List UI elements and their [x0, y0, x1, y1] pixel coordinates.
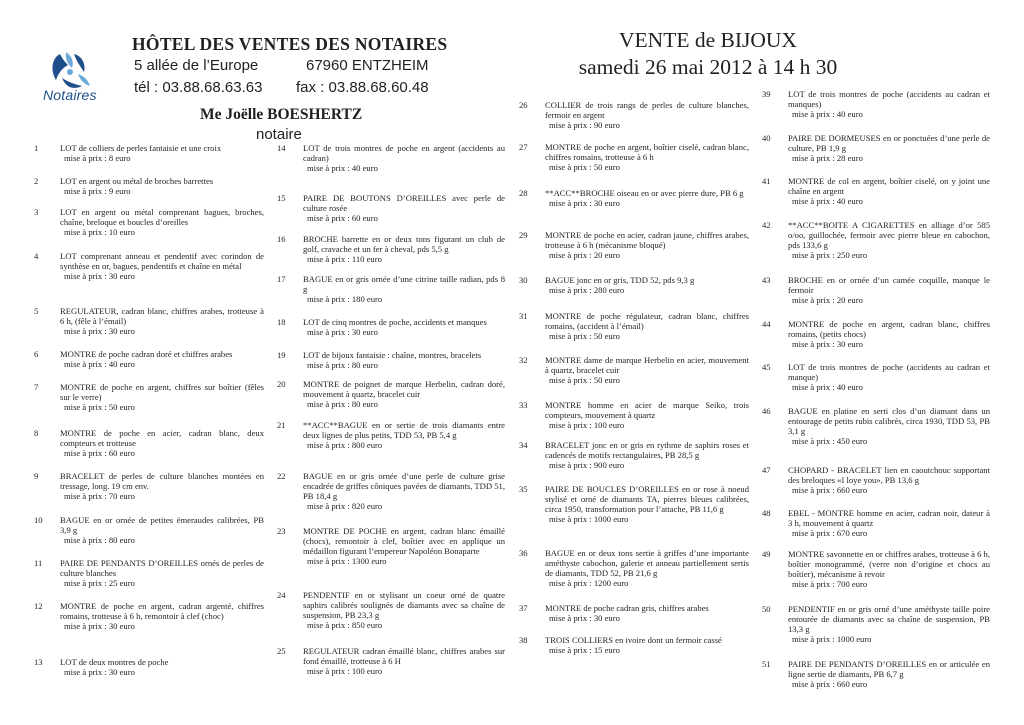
sale-date: samedi 26 mai 2012 à 14 h 30: [578, 55, 838, 79]
lot-description: MONTRE de poche cadran gris, chiffres arabes: [545, 603, 709, 613]
lot-description-block: [60, 349, 264, 369]
lot-number: 28: [519, 188, 528, 198]
lot-starting-price: mise à prix : 280 euro: [549, 285, 625, 295]
lot-starting-price: mise à prix : 50 euro: [549, 331, 620, 341]
lot-starting-price: mise à prix : 20 euro: [549, 250, 620, 260]
lot-description: PAIRE DE DORMEUSES en or ponctuées d’une perle de culture, PB 1,9 g: [788, 133, 990, 153]
lot-starting-price: mise à prix : 30 euro: [549, 613, 620, 623]
lot-description: BAGUE jonc en or gris, TDD 52, pds 9,3 g: [545, 275, 695, 285]
lot-number: 14: [277, 143, 286, 153]
lot-number: 6: [34, 349, 39, 359]
lot-number: 20: [277, 379, 286, 389]
lot-description-block: [788, 362, 990, 392]
lot-starting-price: mise à prix : 80 euro: [64, 535, 135, 545]
lot-description: MONTRE de col en argent, boîtier ciselé, on y joint une chaîne en argent: [788, 176, 990, 196]
lot-starting-price: mise à prix : 30 euro: [64, 271, 135, 281]
lot-number: 19: [277, 350, 286, 360]
fax: fax : 03.88.68.60.48: [296, 79, 429, 96]
logo-wordmark: Notaires: [43, 87, 97, 103]
lot-number: 1: [34, 143, 39, 153]
lot-description: COLLIER de trois rangs de perles de culture blanches, fermoir en argent: [545, 100, 749, 120]
lot-number: 27: [519, 142, 528, 152]
lot-description-block: [545, 311, 749, 341]
lot-description-block: [788, 220, 990, 260]
lot-description: MONTRE de poche en acier, cadran jaune, chiffres arabes, trotteuse à 6 h (mécanisme bloqué): [545, 230, 749, 250]
lot-description: PAIRE DE BOUCLES D’OREILLES en or rose à noeud stylisé et orné de diamants TA, pierres bleues calibrées, circa 1950, transformation pour l’attache, PB 11,6 g: [545, 484, 749, 514]
lot-number: 43: [762, 275, 771, 285]
lot-starting-price: mise à prix : 1200 euro: [549, 578, 629, 588]
lot-starting-price: mise à prix : 50 euro: [64, 402, 135, 412]
lot-number: 36: [519, 548, 528, 558]
lot-description: BAGUE en platine en serti clos d’un diamant dans un entourage de petits rubis calibrés, circa 1930, TDD 53, PB 3,1 g: [788, 406, 990, 436]
lot-number: 21: [277, 420, 286, 430]
lot-number: 16: [277, 234, 286, 244]
lot-description: **ACC**BROCHE oiseau en or avec pierre dure, PB 6 g: [545, 188, 744, 198]
lot-number: 8: [34, 428, 39, 438]
lot-starting-price: mise à prix : 850 euro: [307, 620, 383, 630]
lot-description: MONTRE de poignet de marque Herbelin, cadran doré, mouvement à quartz, bracelet cuir: [303, 379, 505, 399]
lot-description: LOT de trois montres de poche en argent (accidents au cadran): [303, 143, 505, 163]
lot-description-block: [788, 89, 990, 119]
lot-description: BAGUE en or gris ornée d’une perle de culture grise encadrée de griffes côniques pavées de diamants, TDD 51, PB 18,4 g: [303, 471, 505, 501]
lot-description: BRACELET de perles de culture blanches montées en tressage, long. 19 cm env.: [60, 471, 264, 491]
lot-description-block: [303, 350, 505, 370]
lot-description: PAIRE DE BOUTONS D’OREILLES avec perle de culture rosée: [303, 193, 505, 213]
lot-number: 2: [34, 176, 39, 186]
lot-description-block: [303, 193, 505, 223]
lot-description: LOT de cinq montres de poche, accidents et manques: [303, 317, 487, 327]
lot-starting-price: mise à prix : 700 euro: [792, 579, 868, 589]
lot-number: 39: [762, 89, 771, 99]
lot-number: 42: [762, 220, 771, 230]
lot-description: MONTRE de poche en argent, cadran blanc, chiffres romains, (petits chocs): [788, 319, 990, 339]
lot-description-block: [788, 659, 990, 689]
lot-starting-price: mise à prix : 40 euro: [64, 359, 135, 369]
lot-starting-price: mise à prix : 60 euro: [307, 213, 378, 223]
lot-number: 9: [34, 471, 39, 481]
lot-number: 29: [519, 230, 528, 240]
lot-description-block: [60, 382, 264, 412]
lot-description-block: [60, 515, 264, 545]
lot-starting-price: mise à prix : 30 euro: [64, 667, 135, 677]
lot-description: **ACC**BAGUE en or sertie de trois diamants entre deux lignes de plus petits, TDD 53, PB 5,4 g: [303, 420, 505, 440]
lot-number: 25: [277, 646, 286, 656]
lot-description-block: [60, 428, 264, 458]
lot-description-block: [788, 604, 990, 644]
lot-number: 23: [277, 526, 286, 536]
sale-title: VENTE de BIJOUX: [619, 28, 797, 52]
lot-starting-price: mise à prix : 60 euro: [64, 448, 135, 458]
lot-description: BAGUE en or gris ornée d’une citrine taille radian, pds 8 g: [303, 274, 505, 294]
lot-starting-price: mise à prix : 15 euro: [549, 645, 620, 655]
lot-description: LOT comprenant anneau et pendentif avec corindon de synthèse en or, bagues, pendentifs et chaîne en métal: [60, 251, 264, 271]
lot-description: BAGUE en or deux tons sertie à griffes d’une importante améthyste cabochon, galerie et anneau partiellement sertis de diamants, TDD 52, PB 21,6 g: [545, 548, 749, 578]
lot-description-block: [545, 100, 749, 130]
lot-number: 37: [519, 603, 528, 613]
lot-description-block: [60, 251, 264, 281]
notary-role: notaire: [256, 126, 302, 143]
lot-starting-price: mise à prix : 30 euro: [64, 621, 135, 631]
notaires-logo: [38, 48, 128, 108]
lot-description: EBEL - MONTRE homme en acier, cadran noir, dateur à 3 h, mouvement à quartz: [788, 508, 990, 528]
lot-description-block: [60, 143, 264, 163]
lot-description-block: [788, 319, 990, 349]
lot-number: 7: [34, 382, 39, 392]
lot-description-block: [60, 657, 264, 677]
lot-description: BRACELET jonc en or gris en rythme de saphirs roses et cadencés de motifs rectangulaires, PB 28,5 g: [545, 440, 749, 460]
lot-starting-price: mise à prix : 900 euro: [549, 460, 625, 470]
lot-description: PENDENTIF en or stylisant un coeur orné de quatre saphirs calibrés soulignés de diamants avec sa chaîne de suspension, PB 23,3 g: [303, 590, 505, 620]
lot-description-block: [60, 176, 264, 196]
lot-description-block: [303, 234, 505, 264]
lot-description-block: [545, 484, 749, 524]
lot-description: MONTRE dame de marque Herbelin en acier, mouvement à quartz, bracelet cuir: [545, 355, 749, 375]
lot-description: MONTRE de poche en argent, chiffres sur boîtier (fêles sur le verre): [60, 382, 264, 402]
lot-number: 44: [762, 319, 771, 329]
lot-description-block: [60, 601, 264, 631]
lot-description-block: [303, 646, 505, 676]
lot-description: MONTRE de poche en argent, cadran argenté, chiffres romains, trotteuse à 6 h, remontoir à clef (choc): [60, 601, 264, 621]
lot-description: MONTRE de poche cadran doré et chiffres arabes: [60, 349, 233, 359]
lot-description-block: [545, 355, 749, 385]
lot-number: 3: [34, 207, 39, 217]
lot-starting-price: mise à prix : 50 euro: [549, 162, 620, 172]
lot-starting-price: mise à prix : 800 euro: [307, 440, 383, 450]
lot-description-block: [303, 420, 505, 450]
phone: tél : 03.88.68.63.63: [134, 79, 263, 96]
lot-starting-price: mise à prix : 30 euro: [64, 326, 135, 336]
lot-number: 32: [519, 355, 528, 365]
lot-starting-price: mise à prix : 180 euro: [307, 294, 383, 304]
lot-number: 33: [519, 400, 528, 410]
lot-number: 38: [519, 635, 528, 645]
lot-description-block: [545, 230, 749, 260]
lot-description: LOT de deux montres de poche: [60, 657, 169, 667]
lot-number: 48: [762, 508, 771, 518]
lot-description: MONTRE homme en acier de marque Seiko, trois compteurs, mouvement à quartz: [545, 400, 749, 420]
lot-description: MONTRE de poche en argent, boîtier ciselé, cadran blanc, chiffres romains, trotteuse à 6 h: [545, 142, 749, 162]
lot-starting-price: mise à prix : 8 euro: [64, 153, 131, 163]
lot-number: 47: [762, 465, 771, 475]
lot-number: 11: [34, 558, 43, 568]
lot-description-block: [788, 465, 990, 495]
postal-city: 67960 ENTZHEIM: [306, 57, 429, 74]
lot-description-block: [545, 548, 749, 588]
lot-description: LOT de bijoux fantaisie : chaîne, montres, bracelets: [303, 350, 482, 360]
lot-description: MONTRE savonnette en or chiffres arabes, trotteuse à 6 h, boîtier monogrammé, (verre non d’origine et chocs au boîtier), mécanisme à revoir: [788, 549, 990, 579]
lot-description: BROCHE en or ornée d’un camée coquille, manque le fermoir: [788, 275, 990, 295]
lot-starting-price: mise à prix : 70 euro: [64, 491, 135, 501]
lot-starting-price: mise à prix : 100 euro: [307, 666, 383, 676]
lot-description: REGULATEUR cadran émaillé blanc, chiffres arabes sur fond émaillé, trotteuse à 6 H: [303, 646, 505, 666]
lot-description: MONTRE de poche en acier, cadran blanc, deux compteurs et trotteuse: [60, 428, 264, 448]
lot-description-block: [303, 471, 505, 511]
lot-description-block: [303, 317, 505, 337]
lot-description-block: [545, 275, 749, 295]
lot-starting-price: mise à prix : 80 euro: [307, 360, 378, 370]
lot-description: REGULATEUR, cadran blanc, chiffres arabes, trotteuse à 6 h, (fêle à l’émail): [60, 306, 264, 326]
lot-description-block: [788, 133, 990, 163]
lot-starting-price: mise à prix : 820 euro: [307, 501, 383, 511]
lot-starting-price: mise à prix : 30 euro: [792, 339, 863, 349]
lot-description-block: [545, 635, 749, 655]
lot-description: LOT de trois montres de poche (accidents au cadran et manque): [788, 362, 990, 382]
lot-description-block: [788, 508, 990, 538]
lot-number: 35: [519, 484, 528, 494]
lot-number: 40: [762, 133, 771, 143]
lot-description-block: [545, 142, 749, 172]
hotel-title: HÔTEL DES VENTES DES NOTAIRES: [132, 34, 448, 54]
lot-description-block: [60, 207, 264, 237]
lot-starting-price: mise à prix : 670 euro: [792, 528, 868, 538]
lot-description-block: [545, 188, 749, 208]
lot-number: 49: [762, 549, 771, 559]
lot-description-block: [788, 176, 990, 206]
lot-number: 26: [519, 100, 528, 110]
lot-description-block: [303, 379, 505, 409]
lot-starting-price: mise à prix : 10 euro: [64, 227, 135, 237]
lot-number: 24: [277, 590, 286, 600]
lot-description-block: [303, 274, 505, 304]
lot-description: PENDENTIF en or gris orné d’une améthyste taille poire entourée de diamants avec sa chaîne de suspension, PB 13,3 g: [788, 604, 990, 634]
lot-number: 31: [519, 311, 528, 321]
lot-starting-price: mise à prix : 250 euro: [792, 250, 868, 260]
lot-starting-price: mise à prix : 450 euro: [792, 436, 868, 446]
lot-number: 10: [34, 515, 43, 525]
lot-number: 4: [34, 251, 39, 261]
lot-description-block: [60, 471, 264, 501]
lot-description: TROIS COLLIERS en ivoire dont un fermoir cassé: [545, 635, 722, 645]
lot-number: 30: [519, 275, 528, 285]
lot-description: PAIRE DE PENDANTS D’OREILLES en or articulée en ligne sertie de diamants, PB 6,7 g: [788, 659, 990, 679]
lot-starting-price: mise à prix : 40 euro: [792, 196, 863, 206]
lot-description-block: [788, 406, 990, 446]
lot-description: MONTRE DE POCHE en argent, cadran blanc émaillé (chocs), remontoir à clef, boîtier avec en applique un médaillon figurant l’empereur Napoléon Bonaparte: [303, 526, 505, 556]
lot-starting-price: mise à prix : 80 euro: [307, 399, 378, 409]
lot-starting-price: mise à prix : 110 euro: [307, 254, 382, 264]
lot-number: 51: [762, 659, 771, 669]
lot-description: BAGUE en or ornée de petites émeraudes calibrées, PB 3,9 g: [60, 515, 264, 535]
lot-description-block: [60, 306, 264, 336]
lot-number: 46: [762, 406, 771, 416]
lot-starting-price: mise à prix : 28 euro: [792, 153, 863, 163]
lot-description: **ACC**BOITE A CIGARETTES en alliage d’or 585 o/oo, guillochée, fermoir avec pierre bleue en cabochon, pds 133,6 g: [788, 220, 990, 250]
address-line: [134, 57, 429, 74]
lot-number: 5: [34, 306, 39, 316]
lot-starting-price: mise à prix : 1000 euro: [792, 634, 872, 644]
contact-line: [134, 79, 429, 96]
lot-description: LOT en argent ou métal comprenant bagues, broches, chaîne, breloque et boucles d’oreilles: [60, 207, 264, 227]
lot-description: LOT de colliers de perles fantaisie et une croix: [60, 143, 222, 153]
lot-description-block: [545, 400, 749, 430]
lot-starting-price: mise à prix : 9 euro: [64, 186, 131, 196]
lot-description: LOT en argent ou métal de broches barrettes: [60, 176, 214, 186]
lot-number: 17: [277, 274, 286, 284]
lot-starting-price: mise à prix : 50 euro: [549, 375, 620, 385]
lot-starting-price: mise à prix : 90 euro: [549, 120, 620, 130]
lot-starting-price: mise à prix : 660 euro: [792, 679, 868, 689]
lot-number: 41: [762, 176, 771, 186]
lot-number: 22: [277, 471, 286, 481]
notary-name: Me Joëlle BOESHERTZ: [200, 106, 363, 123]
address: 5 allée de l’Europe: [134, 57, 259, 74]
lot-description: MONTRE de poche régulateur, cadran blanc, chiffres romains, (accident à l’émail): [545, 311, 749, 331]
lot-starting-price: mise à prix : 1300 euro: [307, 556, 387, 566]
lot-starting-price: mise à prix : 40 euro: [792, 382, 863, 392]
lot-number: 12: [34, 601, 43, 611]
lot-number: 15: [277, 193, 286, 203]
lot-starting-price: mise à prix : 30 euro: [307, 327, 378, 337]
lot-description-block: [788, 549, 990, 589]
lot-starting-price: mise à prix : 25 euro: [64, 578, 135, 588]
lot-starting-price: mise à prix : 30 euro: [549, 198, 620, 208]
lot-description: CHOPARD - BRACELET lien en caoutchouc supportant des breloques «I loye you», PB 13,6 g: [788, 465, 990, 485]
lot-description-block: [545, 603, 749, 623]
lot-description: LOT de trois montres de poche (accidents au cadran et manques): [788, 89, 990, 109]
lot-starting-price: mise à prix : 20 euro: [792, 295, 863, 305]
lot-starting-price: mise à prix : 40 euro: [307, 163, 378, 173]
lot-number: 13: [34, 657, 43, 667]
lot-number: 45: [762, 362, 771, 372]
lot-description-block: [303, 526, 505, 566]
lot-description: BROCHE barrette en or deux tons figurant un club de golf, cravache et un fer à cheval, pds 5,5 g: [303, 234, 505, 254]
lot-starting-price: mise à prix : 660 euro: [792, 485, 868, 495]
lot-description-block: [545, 440, 749, 470]
lot-description-block: [303, 590, 505, 630]
lot-starting-price: mise à prix : 1000 euro: [549, 514, 629, 524]
lot-description-block: [788, 275, 990, 305]
lot-description: PAIRE DE PENDANTS D’OREILLES ornés de perles de culture blanches: [60, 558, 264, 578]
lot-description-block: [303, 143, 505, 173]
lot-number: 50: [762, 604, 771, 614]
lot-starting-price: mise à prix : 100 euro: [549, 420, 625, 430]
lot-number: 34: [519, 440, 528, 450]
lot-starting-price: mise à prix : 40 euro: [792, 109, 863, 119]
lot-number: 18: [277, 317, 286, 327]
lot-description-block: [60, 558, 264, 588]
